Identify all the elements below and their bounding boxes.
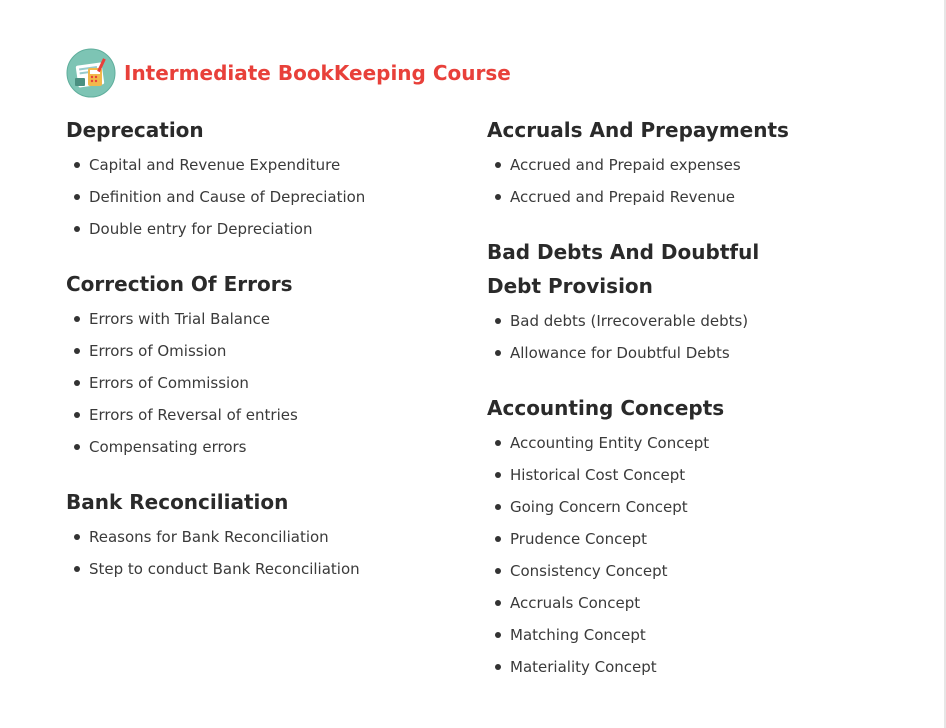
topic-label: Errors with Trial Balance — [89, 310, 270, 328]
section-correction-of-errors — [66, 267, 466, 463]
topic-label: Consistency Concept — [510, 562, 668, 580]
topic-item — [487, 337, 897, 369]
topic-label: Errors of Reversal of entries — [89, 406, 298, 424]
topic-item — [66, 431, 466, 463]
topic-item — [487, 587, 897, 619]
topic-label: Materiality Concept — [510, 658, 657, 676]
bullet-icon — [495, 440, 501, 446]
section-title: Bank Reconciliation — [66, 490, 289, 514]
bullet-icon — [74, 316, 80, 322]
section-title: Bad Debts And Doubtful Debt Provision — [487, 240, 760, 298]
bullet-icon — [74, 566, 80, 572]
topic-item — [487, 651, 897, 683]
topic-list — [66, 521, 466, 585]
topic-item — [487, 491, 897, 523]
topic-item — [487, 555, 897, 587]
bullet-icon — [495, 600, 501, 606]
bullet-icon — [495, 632, 501, 638]
section-accounting-concepts — [487, 391, 897, 683]
topic-list — [66, 149, 466, 245]
bullet-icon — [74, 444, 80, 450]
topic-item — [66, 335, 466, 367]
right-column — [487, 113, 897, 705]
bullet-icon — [495, 536, 501, 542]
topic-item — [487, 427, 897, 459]
topic-item — [487, 305, 897, 337]
bullet-icon — [74, 380, 80, 386]
topic-label: Accrued and Prepaid Revenue — [510, 188, 736, 206]
bullet-icon — [495, 162, 501, 168]
topic-item — [487, 619, 897, 651]
section-depreciation — [66, 113, 466, 245]
section-title: Deprecation — [66, 118, 204, 142]
topic-list — [487, 427, 897, 683]
section-accruals-and-prepayments — [487, 113, 897, 213]
bullet-icon — [495, 664, 501, 670]
topic-item — [487, 459, 897, 491]
bullet-icon — [495, 318, 501, 324]
section-bank-reconciliation — [66, 485, 466, 585]
topic-item — [487, 181, 897, 213]
course-title: Intermediate BookKeeping Course — [124, 61, 511, 85]
bullet-icon — [74, 534, 80, 540]
topic-label: Accrued and Prepaid expenses — [510, 156, 741, 174]
topic-label: Allowance for Doubtful Debts — [510, 344, 730, 362]
bullet-icon — [495, 472, 501, 478]
topic-item — [66, 213, 466, 245]
bullet-icon — [495, 194, 501, 200]
topic-label: Reasons for Bank Reconciliation — [89, 528, 329, 546]
bullet-icon — [74, 412, 80, 418]
topic-label: Accruals Concept — [510, 594, 641, 612]
left-column — [66, 113, 466, 607]
bullet-icon — [74, 226, 80, 232]
section-title: Accounting Concepts — [487, 396, 725, 420]
topic-label: Capital and Revenue Expenditure — [89, 156, 341, 174]
bookkeeping-logo-icon — [66, 48, 116, 98]
topic-item — [66, 181, 466, 213]
topic-label: Compensating errors — [89, 438, 247, 456]
topic-item — [66, 367, 466, 399]
topic-list — [66, 303, 466, 463]
topic-item — [66, 303, 466, 335]
section-title: Correction Of Errors — [66, 272, 293, 296]
topic-item — [66, 521, 466, 553]
topic-label: Going Concern Concept — [510, 498, 688, 516]
topic-label: Errors of Omission — [89, 342, 227, 360]
bullet-icon — [495, 350, 501, 356]
topic-item — [487, 523, 897, 555]
topic-item — [66, 149, 466, 181]
bullet-icon — [495, 568, 501, 574]
topic-item — [66, 399, 466, 431]
bullet-icon — [495, 504, 501, 510]
topic-label: Accounting Entity Concept — [510, 434, 710, 452]
topic-list — [487, 149, 897, 213]
topic-label: Historical Cost Concept — [510, 466, 686, 484]
topic-item — [487, 149, 897, 181]
topic-label: Prudence Concept — [510, 530, 647, 548]
topic-item — [66, 553, 466, 585]
topic-label: Definition and Cause of Depreciation — [89, 188, 366, 206]
topic-label: Matching Concept — [510, 626, 646, 644]
bullet-icon — [74, 348, 80, 354]
topic-label: Double entry for Depreciation — [89, 220, 313, 238]
bullet-icon — [74, 162, 80, 168]
bullet-icon — [74, 194, 80, 200]
topic-label: Errors of Commission — [89, 374, 249, 392]
course-header — [66, 48, 511, 98]
section-title: Accruals And Prepayments — [487, 118, 789, 142]
section-bad-debts — [487, 235, 897, 369]
topic-label: Step to conduct Bank Reconciliation — [89, 560, 360, 578]
topic-list — [487, 305, 897, 369]
topic-label: Bad debts (Irrecoverable debts) — [510, 312, 749, 330]
